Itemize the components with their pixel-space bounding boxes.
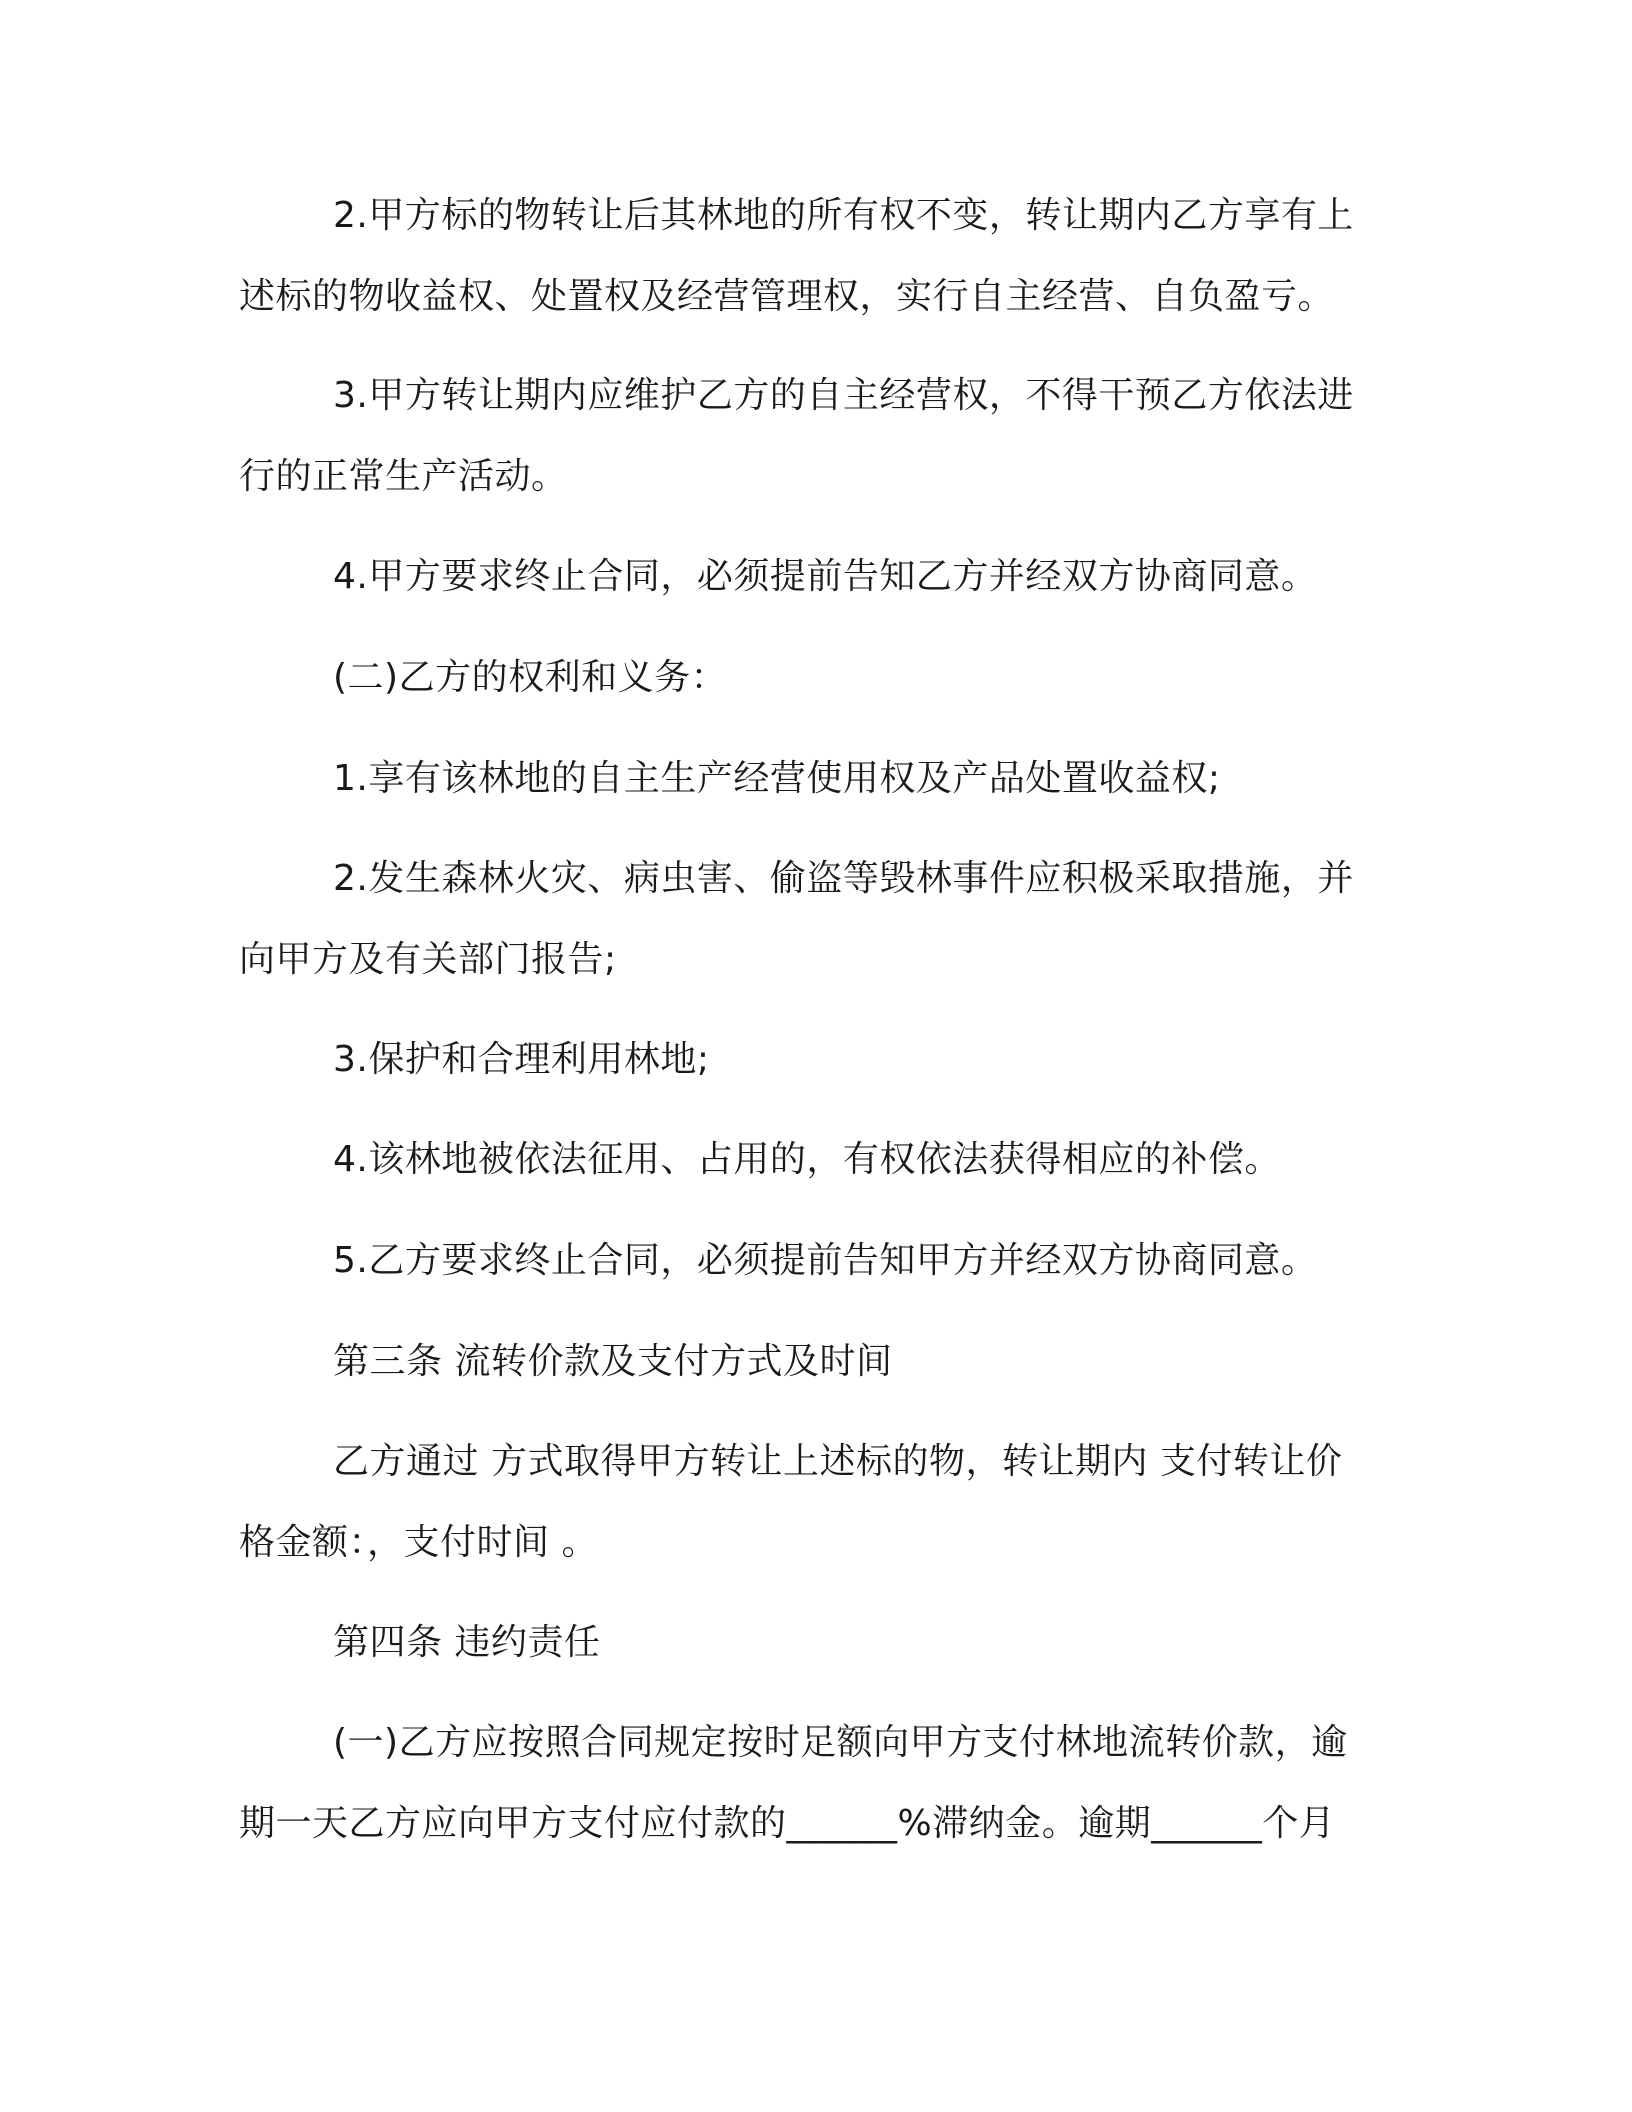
article-4-heading <box>239 1602 1379 1683</box>
clause-a3-paragraph <box>239 355 1379 517</box>
clause-a2-line-2: 述标的物收益权、处置权及经营管理权，实行自主经营、自负盈亏。 <box>239 276 1335 317</box>
article-4-heading-line: 第四条 违约责任 <box>333 1622 601 1663</box>
article-3-heading-line: 第三条 流转价款及支付方式及时间 <box>333 1341 893 1382</box>
clause-a2-line-1: 2.甲方标的物转让后其林地的所有权不变，转让期内乙方享有上 <box>333 195 1354 236</box>
clause-a3-line-2: 行的正常生产活动。 <box>239 456 568 497</box>
clause-a3-line-1: 3.甲方转让期内应维护乙方的自主经营权，不得干预乙方依法进 <box>333 375 1354 416</box>
clause-b2-line-2: 向甲方及有关部门报告; <box>239 939 617 980</box>
clause-b3-line-1: 3.保护和合理利用林地; <box>333 1039 710 1080</box>
clause-b3-paragraph <box>239 1019 1379 1100</box>
clause-b1-paragraph <box>239 738 1379 819</box>
clause-b4-line-1: 4.该林地被依法征用、占用的，有权依法获得相应的补偿。 <box>333 1139 1281 1180</box>
clause-a2-paragraph <box>239 175 1379 337</box>
clause-b5-paragraph <box>239 1220 1379 1301</box>
clause-b2-line-1: 2.发生森林火灾、病虫害、偷盗等毁林事件应积极采取措施，并 <box>333 858 1354 899</box>
article-4-clause-1-line-2: 期一天乙方应向甲方支付应付款的______%滞纳金。逾期______个月 <box>239 1803 1336 1844</box>
article-4-clause-1-paragraph <box>239 1702 1379 1864</box>
clause-b1-line-1: 1.享有该林地的自主生产经营使用权及产品处置收益权; <box>333 758 1221 799</box>
article-4-clause-1-line-1: (一)乙方应按照合同规定按时足额向甲方支付林地流转价款，逾 <box>333 1722 1348 1763</box>
clause-b5-line-1: 5.乙方要求终止合同，必须提前告知甲方并经双方协商同意。 <box>333 1240 1318 1281</box>
article-3-body-line-1: 乙方通过 方式取得甲方转让上述标的物，转让期内 支付转让价 <box>333 1441 1343 1482</box>
clause-a4-paragraph <box>239 536 1379 617</box>
clause-b4-paragraph <box>239 1119 1379 1200</box>
section-b-heading <box>239 637 1379 718</box>
article-3-heading <box>239 1321 1379 1402</box>
article-3-body-paragraph <box>239 1421 1379 1583</box>
clause-a4-line-1: 4.甲方要求终止合同，必须提前告知乙方并经双方协商同意。 <box>333 556 1318 597</box>
section-b-heading-line: (二)乙方的权利和义务： <box>333 657 728 698</box>
article-3-body-line-2: 格金额：，支付时间 。 <box>239 1522 598 1563</box>
clause-b2-paragraph <box>239 838 1379 1000</box>
